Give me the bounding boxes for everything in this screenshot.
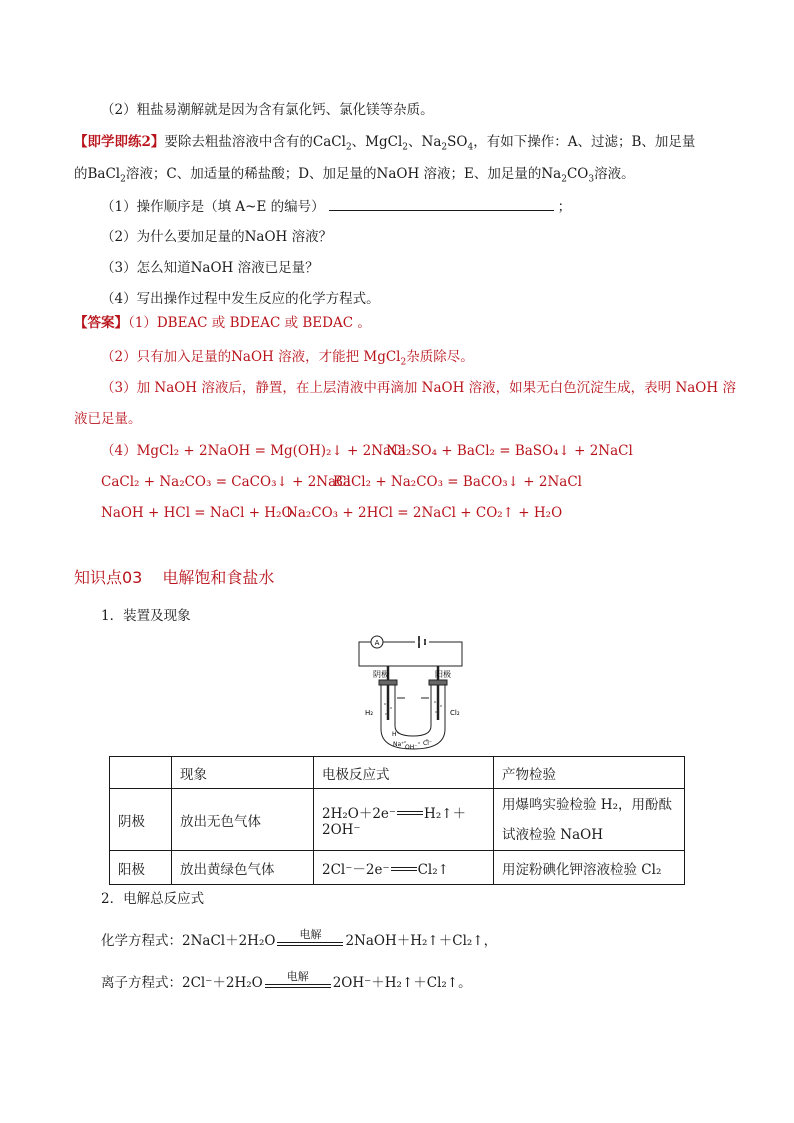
answer-2: （2）只有加入足量的NaOH 溶液，才能把 MgCl$_2$杂质除尽。 bbox=[101, 349, 474, 368]
exercise-2-line2: 的BaCl$_2$溶液；C、加适量的稀盐酸；D、加足量的NaOH 溶液；E、加足量的$Na_2CO_3$溶液。 bbox=[74, 166, 635, 185]
phenomenon-cell: 放出黄绿色气体 bbox=[172, 851, 314, 885]
exercise-2-line1: 【即学即练2】要除去粗盐溶液中含有的CaCl$_2$、MgCl$_2$、$Na_2SO_4$，有如下操作：A、过滤；B、加足量 bbox=[74, 134, 696, 153]
table-header-cell bbox=[110, 757, 172, 789]
cl-ion-label: Cl⁻ bbox=[423, 740, 433, 747]
chemical-equation: 化学方程式：2NaCl＋2H₂O 电解 2NaOH＋H₂↑＋Cl₂↑， bbox=[101, 928, 498, 949]
anode-stopper bbox=[429, 680, 447, 685]
u-tube-outer bbox=[381, 684, 445, 749]
question-2: （2）为什么要加足量的NaOH 溶液？ bbox=[101, 229, 333, 245]
equals-sign bbox=[390, 858, 418, 878]
section-number: 知识点03 bbox=[74, 568, 143, 587]
ionic-equation: 离子方程式：2Cl⁻＋2H₂O 电解 2OH⁻＋H₂↑＋Cl₂↑。 bbox=[101, 970, 472, 991]
equation-6: Na₂CO₃ + 2HCl = 2NaCl + CO₂↑ + H₂O bbox=[286, 505, 563, 521]
u-tube-inner bbox=[395, 684, 431, 736]
subheading-apparatus: 1．装置及现象 bbox=[101, 608, 191, 624]
ammeter-label: A bbox=[374, 639, 380, 647]
cl2-label: Cl₂ bbox=[450, 709, 460, 717]
reaction-cell: 2H₂O＋2e⁻ H₂↑＋2OH⁻ bbox=[314, 789, 494, 851]
electrode-cell: 阳极 bbox=[110, 851, 172, 885]
subheading-overall-reaction: 2．电解总反应式 bbox=[101, 891, 205, 907]
cathode-label: 阴极 bbox=[373, 670, 389, 679]
h2-label: H₂ bbox=[365, 709, 374, 717]
question-1: （1）操作顺序是（填 A~E 的编号） ； bbox=[101, 196, 571, 217]
table-header-row bbox=[110, 757, 685, 789]
test-cell: 用爆鸣实验检验 H₂，用酚酞 试液检验 NaOH bbox=[494, 789, 685, 851]
electrolysis-arrow: 电解 bbox=[263, 973, 333, 993]
table-header-cell: 产物检验 bbox=[494, 757, 685, 789]
electrolysis-arrow: 电解 bbox=[275, 931, 345, 951]
table-row bbox=[110, 851, 685, 885]
equation-1: （4）MgCl₂ + 2NaOH = Mg(OH)₂↓ + 2NaCl bbox=[101, 443, 406, 459]
equation-2: Na₂SO₄ + BaCl₂ = BaSO₄↓ + 2NaCl bbox=[386, 443, 633, 459]
table-row bbox=[110, 789, 685, 851]
electrode-cell: 阴极 bbox=[110, 789, 172, 851]
phenomenon-cell: 放出无色气体 bbox=[172, 789, 314, 851]
paragraph-note-2: （2）粗盐易潮解就是因为含有氯化钙、氯化镁等杂质。 bbox=[101, 102, 434, 118]
table-header-cell: 电极反应式 bbox=[314, 757, 494, 789]
oh-ion-label: OH⁻ bbox=[405, 744, 418, 751]
question-3: （3）怎么知道NaOH 溶液已足量？ bbox=[101, 260, 319, 276]
section-heading bbox=[74, 568, 274, 588]
na-ion-label: Na⁺ bbox=[393, 741, 405, 748]
equation-5: NaOH + HCl = NaCl + H₂O bbox=[101, 505, 293, 521]
h-ion-label: H⁺ bbox=[392, 731, 400, 738]
electrolysis-diagram bbox=[355, 634, 467, 752]
cathode-stopper bbox=[379, 680, 397, 685]
equals-sign bbox=[396, 802, 424, 822]
question-4: （4）写出操作过程中发生反应的化学方程式。 bbox=[101, 291, 380, 307]
equation-4: BaCl₂ + Na₂CO₃ = BaCO₃↓ + 2NaCl bbox=[333, 474, 582, 490]
answer-1: 【答案】（1）DBEAC 或 BDEAC 或 BEDAC 。 bbox=[74, 315, 371, 331]
reaction-cell: 2Cl⁻－2e⁻ Cl₂↑ bbox=[314, 851, 494, 885]
anode-label: 阳极 bbox=[435, 670, 451, 679]
section-title: 电解饱和食盐水 bbox=[162, 568, 275, 587]
test-cell: 用淀粉碘化钾溶液检验 Cl₂ bbox=[494, 851, 685, 885]
exercise-tag: 【即学即练2】 bbox=[74, 134, 165, 150]
answer-3-line2: 液已足量。 bbox=[74, 411, 142, 427]
answer-tag: 【答案】 bbox=[74, 315, 128, 331]
answer-3-line1: （3）加 NaOH 溶液后，静置，在上层清液中再滴加 NaOH 溶液，如果无白色沉淀生成，表明 NaOH 溶 bbox=[101, 380, 736, 396]
answer-blank[interactable] bbox=[329, 196, 554, 211]
table-header-cell: 现象 bbox=[172, 757, 314, 789]
electrode-table bbox=[109, 756, 685, 885]
equation-3: CaCl₂ + Na₂CO₃ = CaCO₃↓ + 2NaCl bbox=[101, 474, 351, 490]
